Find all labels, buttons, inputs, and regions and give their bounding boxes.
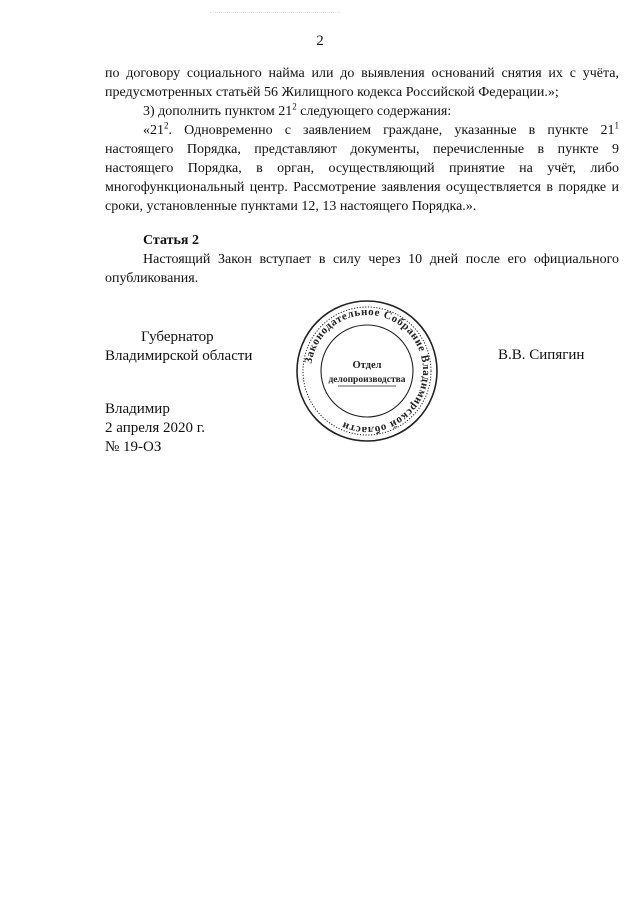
seal-inner-ring: [321, 325, 413, 417]
article-2-heading: Статья 2: [143, 233, 199, 248]
quote-sup-2: 1: [614, 120, 619, 131]
quote-sup-1: 2: [164, 120, 169, 131]
signature-title-line-1: Губернатор: [141, 329, 214, 345]
quote-part-2: настоящего Порядка, представляют документы, перечисленные в пункте 9 настоящего Порядка, в орган, осуществляющий принятие на учёт, либо многофункциональный центр. Рассмотрение заявления осуществляется в порядке и сроки, установленные пунктами 12, 13 настоящего Порядка.».: [105, 142, 619, 214]
quote-start: «21: [143, 123, 164, 138]
seal-center-line-2: делопроизводства: [328, 375, 406, 385]
paragraph-quote: [105, 121, 619, 216]
paragraph-continuation: по договору социального найма или до выявления оснований снятия их с учёта, предусмотренных статьёй 56 Жилищного кодекса Российской Федерации.»;: [105, 66, 619, 100]
seal-center-line-1: Отдел: [352, 360, 382, 371]
footer-date: 2 апреля 2020 г.: [105, 420, 205, 436]
document-footer: [105, 400, 205, 457]
page-number: 2: [316, 33, 324, 49]
item3-prefix: 3) дополнить пунктом 21: [143, 104, 293, 119]
seal-outer-ring: [297, 301, 437, 441]
signature-title-line-2: Владимирской области: [105, 348, 253, 364]
quote-part-1: . Одновременно с заявлением граждане, указанные в пункте 21: [168, 123, 615, 138]
item3-sup: 2: [292, 101, 297, 112]
official-seal: [294, 298, 440, 444]
seal-ring-text: Законодательное Собрание Владимирской области: [302, 305, 433, 437]
article-2-text: Настоящий Закон вступает в силу через 10 дней после его официального опубликования.: [105, 252, 619, 286]
body-text: [105, 64, 619, 288]
signature-title: [105, 328, 252, 366]
footer-city: Владимир: [105, 401, 170, 417]
footer-number: № 19-ОЗ: [105, 439, 162, 455]
paragraph-item-3: [105, 102, 619, 121]
scan-artifact: [210, 12, 340, 19]
signature-name: В.В. Сипягин: [498, 347, 585, 363]
item3-suffix: следующего содержания:: [296, 104, 452, 119]
